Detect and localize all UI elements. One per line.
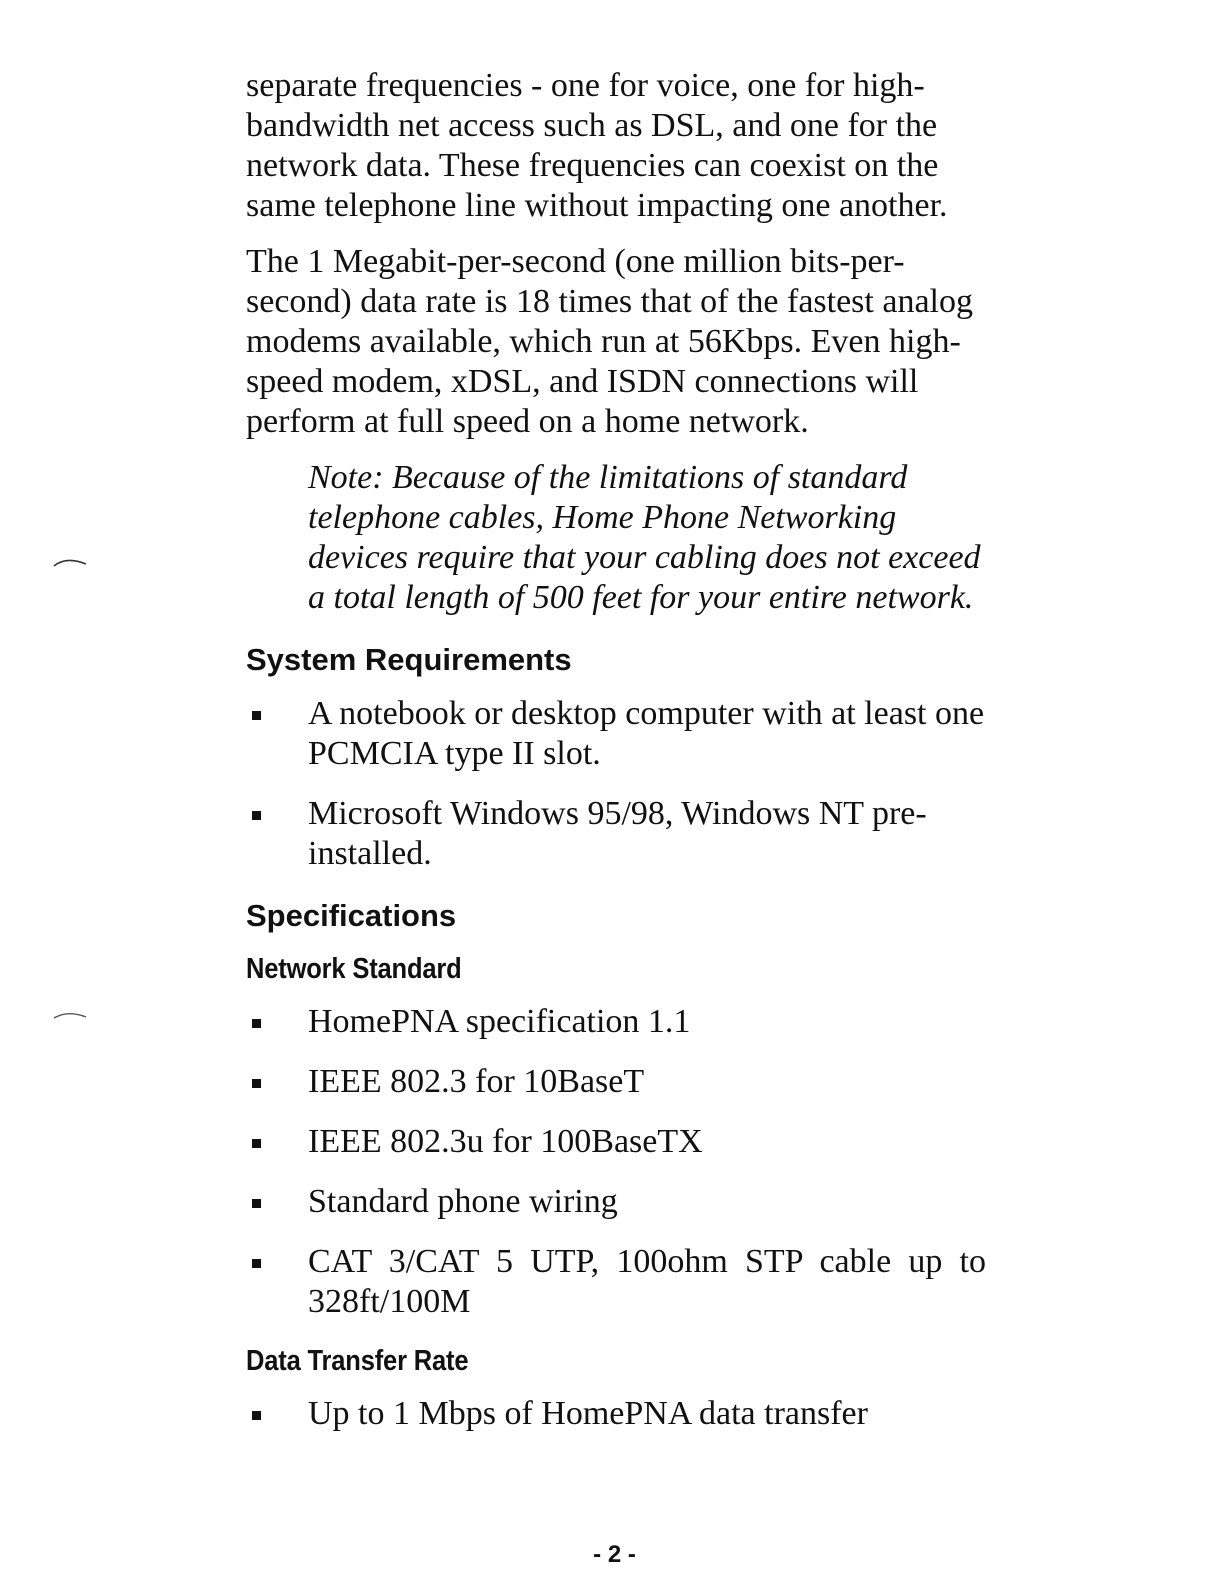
data-transfer-rate-heading: Data Transfer Rate — [246, 1345, 469, 1377]
list-item-text: A notebook or desktop computer with at least one PCMCIA type II slot. — [308, 695, 985, 772]
list-item — [246, 1242, 986, 1322]
body-paragraph-data-rate: The 1 Megabit-per-second (one million bits-per-second) data rate is 18 times that of the fastest analog modems available, which run at 56Kbps. Even high-speed modem, xDSL, and ISDN connections will perform at full speed on a home network. — [246, 243, 973, 440]
document-page — [246, 66, 986, 1454]
list-item-text: CAT 3/CAT 5 UTP, 100ohm STP cable up to 328ft/100M — [308, 1243, 986, 1320]
list-item — [246, 1182, 986, 1222]
list-item-text: IEEE 802.3u for 100BaseTX — [308, 1123, 703, 1160]
network-standard-list — [246, 1002, 986, 1322]
specifications-heading: Specifications — [246, 898, 457, 933]
cabling-note: Note: Because of the limitations of standard telephone cables, Home Phone Networking devices require that your cabling does not exceed a total length of 500 feet for your entire network. — [308, 459, 981, 616]
list-item-text: Standard phone wiring — [308, 1183, 618, 1220]
list-item — [246, 1122, 986, 1162]
square-bullet-icon — [252, 1199, 261, 1208]
list-item-text: Up to 1 Mbps of HomePNA data transfer — [308, 1395, 868, 1432]
square-bullet-icon — [252, 1079, 261, 1088]
square-bullet-icon — [252, 1259, 261, 1268]
list-item — [246, 1394, 986, 1434]
square-bullet-icon — [252, 1411, 261, 1420]
margin-mark-2 — [52, 1008, 88, 1022]
body-paragraph-frequencies: separate frequencies - one for voice, one for high-bandwidth net access such as DSL, and one for the network data. These frequencies can coexist on the same telephone line without impacting one another. — [246, 67, 948, 224]
network-standard-heading: Network Standard — [246, 953, 462, 985]
data-transfer-rate-list — [246, 1394, 986, 1434]
list-item-text: Microsoft Windows 95/98, Windows NT pre-installed. — [308, 795, 927, 872]
list-item — [246, 1062, 986, 1102]
list-item — [246, 794, 986, 874]
list-item — [246, 694, 986, 774]
list-item-text: IEEE 802.3 for 10BaseT — [308, 1063, 645, 1100]
system-requirements-list — [246, 694, 986, 874]
list-item — [246, 1002, 986, 1042]
margin-mark-1 — [52, 556, 88, 570]
page-number: - 2 - — [593, 1541, 636, 1568]
square-bullet-icon — [252, 1019, 261, 1028]
square-bullet-icon — [252, 1139, 261, 1148]
square-bullet-icon — [252, 711, 261, 720]
square-bullet-icon — [252, 811, 261, 820]
system-requirements-heading: System Requirements — [246, 642, 572, 677]
list-item-text: HomePNA specification 1.1 — [308, 1003, 691, 1040]
